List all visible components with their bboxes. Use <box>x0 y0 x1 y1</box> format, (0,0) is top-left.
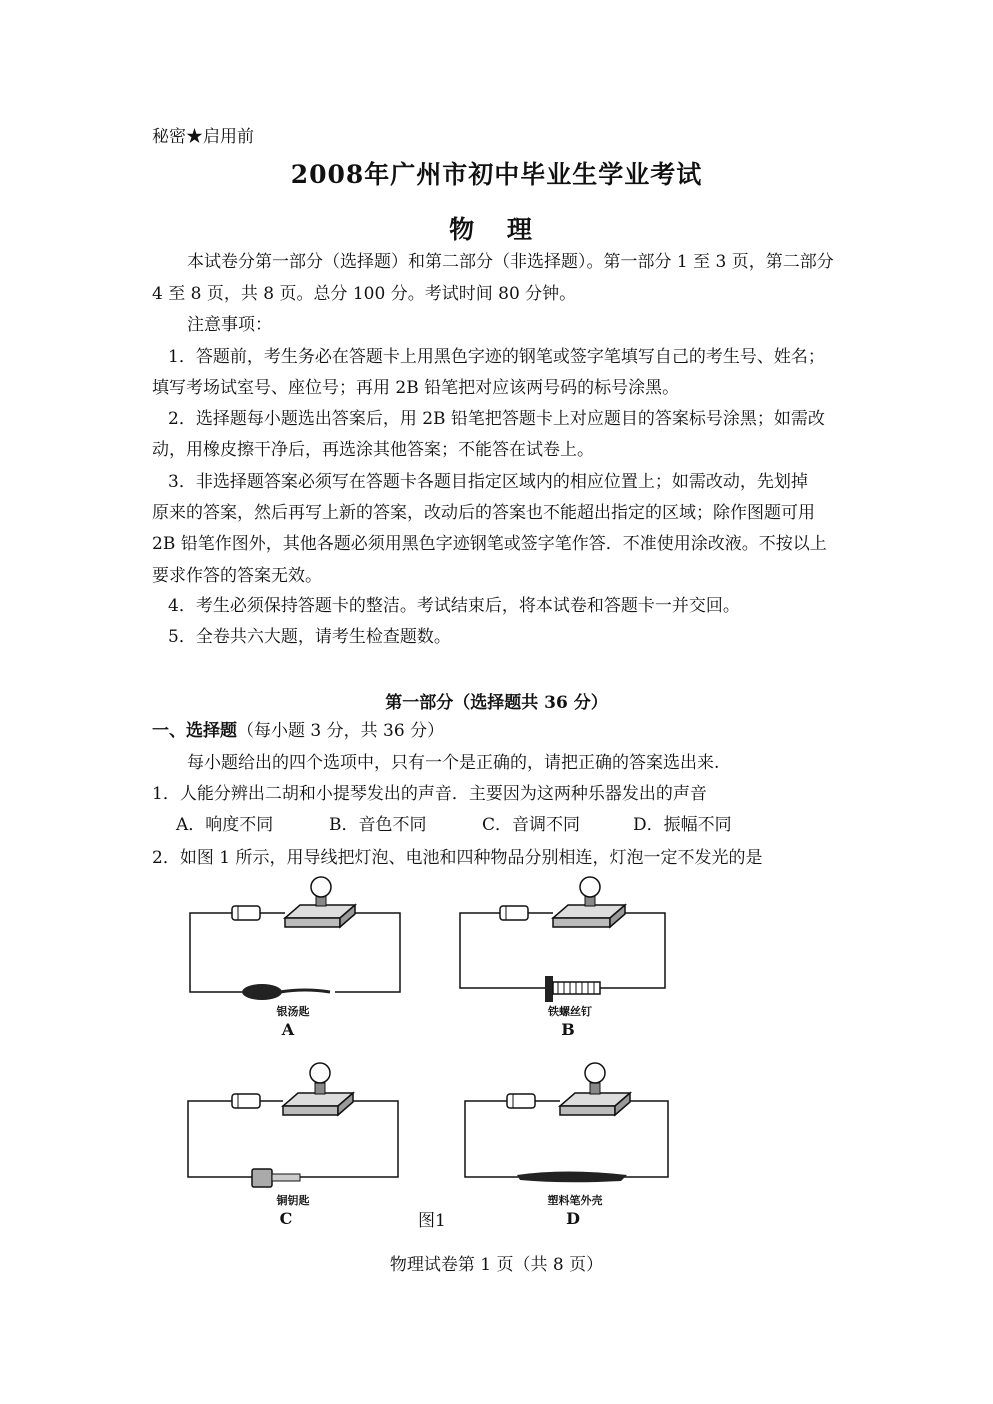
section-instruction: 每小题给出的四个选项中，只有一个是正确的，请把正确的答案选出来. <box>187 753 720 773</box>
spoon-icon <box>242 984 330 1000</box>
notes-heading: 注意事项： <box>187 315 272 335</box>
note-line: 原来的答案，然后再写上新的答案，改动后的答案也不能超出指定的区域；除作图题可用 <box>152 503 815 523</box>
circuit-d-diagram <box>455 1055 685 1195</box>
note-line: 2B 铅笔作图外，其他各题必须用黑色字迹钢笔或签字笔作答．不准使用涂改液。不按以上 <box>152 534 827 554</box>
section-note: （每小题 3 分，共 36 分） <box>237 721 445 741</box>
confidential-mark: 秘密★启用前 <box>152 127 254 147</box>
question-1-stem: 1．人能分辨出二胡和小提琴发出的声音．主要因为这两种乐器发出的声音 <box>152 784 707 804</box>
note-line: 4．考生必须保持答题卡的整洁。考试结束后，将本试卷和答题卡一并交回。 <box>168 596 740 616</box>
light-bulb-icon <box>283 1063 353 1115</box>
note-line: 动，用橡皮擦干净后，再选涂其他答案；不能答在试卷上。 <box>152 440 594 460</box>
key-icon <box>252 1169 300 1187</box>
circuit-c-letter: C <box>279 1209 293 1228</box>
circuit-c-diagram <box>180 1055 410 1195</box>
battery-icon <box>232 1094 260 1108</box>
battery-icon <box>232 906 260 920</box>
section-label: 一、选择题 <box>152 721 237 741</box>
battery-icon <box>507 1094 535 1108</box>
exam-title: 2008年广州市初中毕业生学业考试 <box>290 160 703 189</box>
q1-option-d: D．振幅不同 <box>633 815 732 835</box>
light-bulb-icon <box>553 877 625 927</box>
circuit-b-letter: B <box>561 1020 575 1039</box>
note-line: 填写考场试室号、座位号；再用 2B 铅笔把对应该两号码的标号涂黑。 <box>152 378 680 398</box>
pen-shell-icon <box>517 1172 627 1183</box>
q1-option-c: C．音调不同 <box>482 815 581 835</box>
note-line: 3．非选择题答案必须写在答题卡各题目指定区域内的相应位置上；如需改动，先划掉 <box>168 472 808 492</box>
light-bulb-icon <box>560 1063 630 1115</box>
question-2-stem: 2．如图 1 所示，用导线把灯泡、电池和四种物品分别相连，灯泡一定不发光的是 <box>152 848 763 868</box>
section-heading <box>152 721 444 741</box>
circuit-a-object-label: 银汤匙 <box>276 1005 310 1018</box>
battery-icon <box>500 906 528 920</box>
subject-title: 物 理 <box>449 215 544 244</box>
circuit-a-diagram <box>180 870 410 1005</box>
figure-caption: 图1 <box>418 1211 446 1231</box>
circuit-c-object-label: 铜钥匙 <box>276 1194 310 1207</box>
intro-line-2: 4 至 8 页，共 8 页。总分 100 分。考试时间 80 分钟。 <box>152 284 577 304</box>
circuit-a-letter: A <box>281 1020 295 1039</box>
note-line: 2．选择题每小题选出答案后，用 2B 铅笔把答题卡上对应题目的答案标号涂黑；如需改 <box>168 409 825 429</box>
intro-line-1: 本试卷分第一部分（选择题）和第二部分（非选择题）。第一部分 1 至 3 页，第二部分 <box>187 252 834 272</box>
q1-option-a: A．响度不同 <box>176 815 274 835</box>
circuit-b-diagram <box>450 870 680 1005</box>
light-bulb-icon <box>285 877 355 927</box>
part1-heading: 第一部分（选择题共 36 分） <box>385 693 608 713</box>
circuit-d-object-label: 塑料笔外壳 <box>547 1194 603 1207</box>
circuit-d-letter: D <box>566 1209 580 1228</box>
note-line: 要求作答的答案无效。 <box>152 566 322 586</box>
q1-option-b: B．音色不同 <box>329 815 427 835</box>
note-line: 1．答题前，考生务必在答题卡上用黑色字迹的钢笔或签字笔填写自己的考生号、姓名； <box>168 347 825 367</box>
page-footer: 物理试卷第 1 页（共 8 页） <box>389 1255 604 1275</box>
circuit-b-object-label: 铁螺丝钉 <box>548 1005 592 1018</box>
note-line: 5．全卷共六大题，请考生检查题数。 <box>168 627 451 647</box>
screw-icon <box>545 976 600 1002</box>
